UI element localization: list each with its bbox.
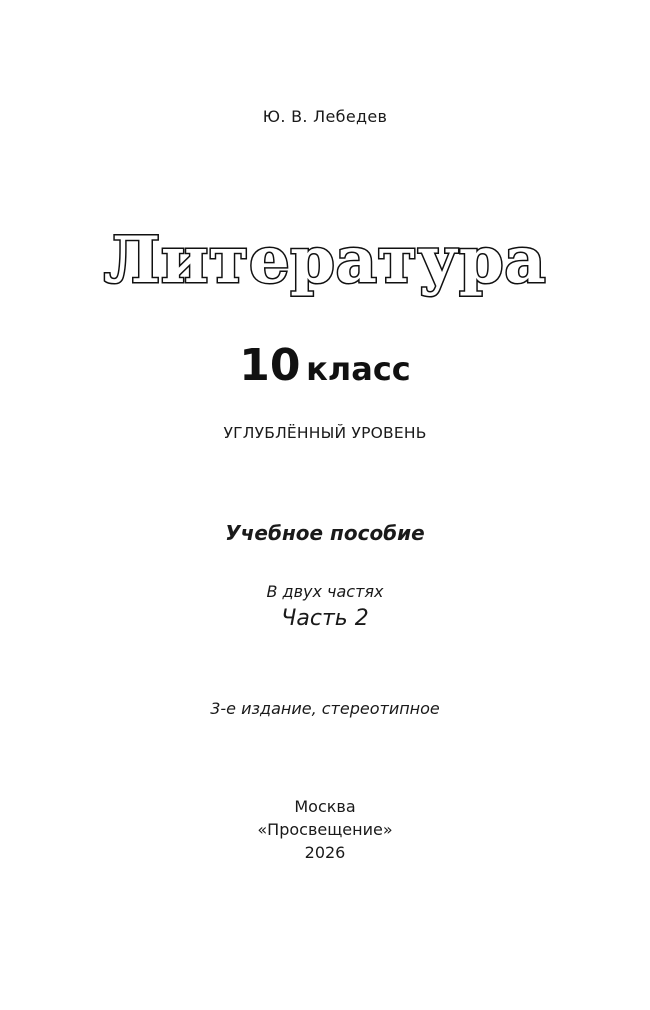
- parts-note: В двух частях: [266, 582, 384, 601]
- book-title: Литература: [103, 223, 547, 298]
- book-type: Учебное пособие: [225, 521, 425, 545]
- imprint-city: Москва: [294, 797, 356, 816]
- author-name: Ю. В. Лебедев: [262, 107, 388, 126]
- level-label: УГЛУБЛЁННЫЙ УРОВЕНЬ: [223, 424, 427, 442]
- edition-note: 3-е издание, стереотипное: [210, 699, 440, 718]
- imprint-publisher: «Просвещение»: [257, 820, 393, 839]
- grade-number: 10: [239, 340, 301, 391]
- imprint-year: 2026: [304, 843, 346, 862]
- grade-word: класс: [306, 350, 411, 388]
- grade-heading: [0, 340, 650, 391]
- part-number: Часть 2: [281, 606, 369, 631]
